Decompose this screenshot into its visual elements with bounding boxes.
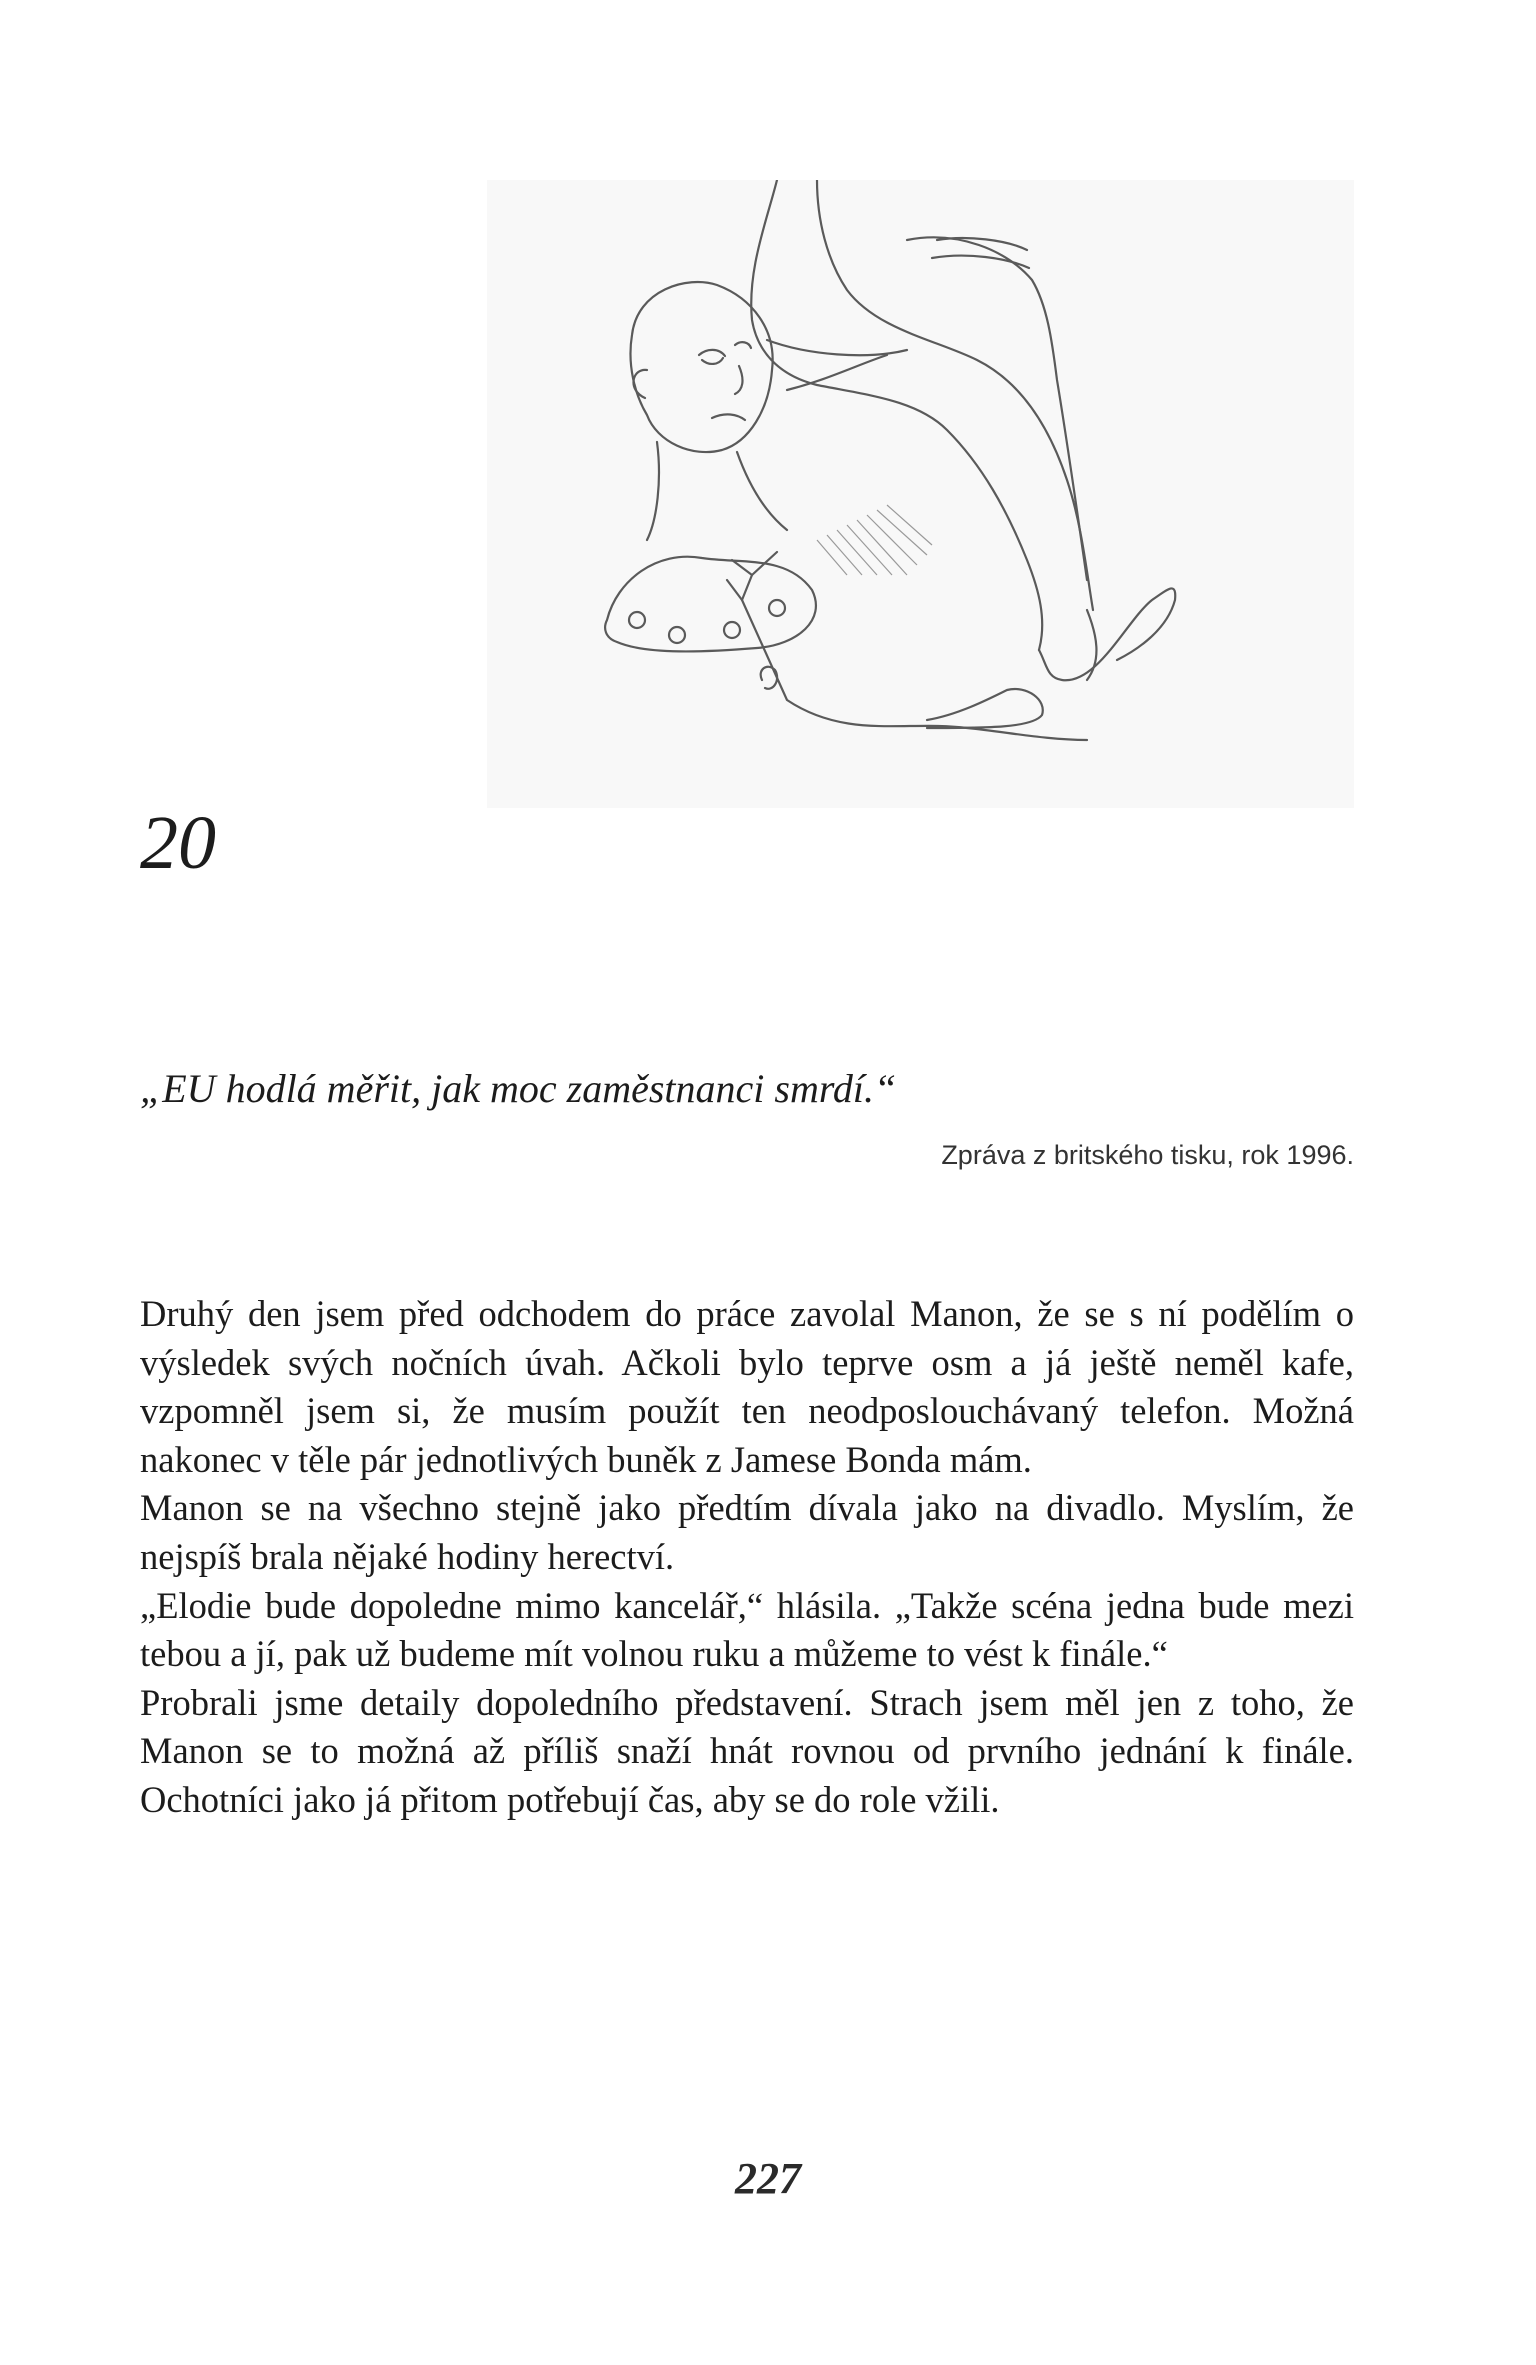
paragraph: Druhý den jsem před odchodem do práce zavolal Manon, že se s ní podělím o výsledek svých nočních úvah. Ačkoli bylo teprve osm a já ještě neměl kafe, vzpomněl jsem si, že musím použít ten neodposlouchávaný telefon. Možná nakonec v těle pár jednotlivých buněk z Jamese Bonda mám. [140, 1293, 1354, 1480]
paragraph: „Elodie bude dopoledne mimo kancelář,“ hlásila. „Takže scéna jedna bude mezi tebou a jí, pak už budeme mít volnou ruku a můžeme to vést k finále.“ [140, 1584, 1354, 1675]
epigraph-source: Zpráva z britského tisku, rok 1996. [941, 1140, 1354, 1170]
chapter-number: 20 [140, 801, 216, 885]
epigraph-quote: „EU hodlá měřit, jak moc zaměstnanci smrdí.“ [140, 1066, 897, 1111]
chapter-illustration [487, 180, 1354, 808]
chapter-body [140, 1290, 1354, 1825]
paragraph: Manon se na všechno stejně jako předtím dívala jako na divadlo. Myslím, že nejspíš brala nějaké hodiny herectví. [140, 1487, 1354, 1577]
paragraph: Probrali jsme detaily dopoledního představení. Strach jsem měl jen z toho, že Manon se to možná až příliš snaží hnát rovnou od prvního jednání k finále. Ochotníci jako já přitom potřebují čas, aby se do role vžili. [140, 1681, 1354, 1820]
sketch-icon [487, 180, 1354, 808]
page-number: 227 [735, 2154, 801, 2203]
